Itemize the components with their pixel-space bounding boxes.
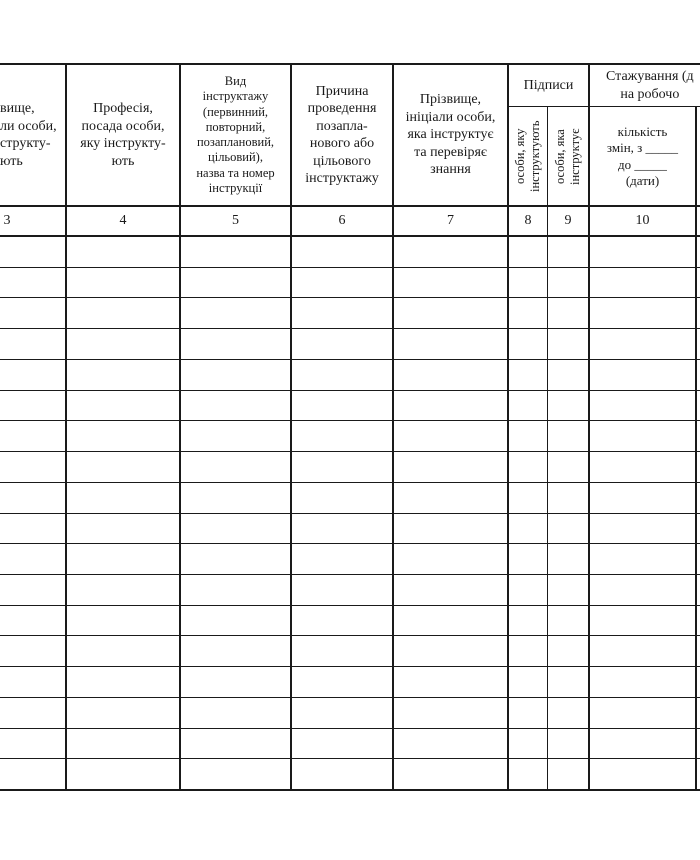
table-row-line	[0, 728, 700, 729]
column-number-3: 3	[3, 213, 11, 229]
header-col10-shifts: кількість змін, з _____ до _____ (дати)	[606, 124, 679, 188]
table-row-line	[0, 267, 700, 268]
table-row-line	[0, 420, 700, 421]
signatures-group-divider	[508, 106, 589, 107]
header-col7-instructor: Прізвище, ініціали особи, яка інструктує та перевіряє знання	[405, 92, 496, 178]
table-row-line	[0, 635, 700, 636]
table-row-line	[0, 758, 700, 759]
number-row-bottom-border	[0, 235, 700, 237]
column-number-5: 5	[232, 213, 239, 229]
table-row-line	[0, 328, 700, 329]
header-internship-group: Стажування (д на робочо	[606, 69, 694, 102]
header-col6-reason: Причина проведення позапла- нового або цільового інструктажу	[305, 83, 379, 186]
column-number-4: 4	[119, 213, 127, 229]
col-divider-11	[695, 106, 697, 790]
table-row-line	[0, 605, 700, 606]
header-col9-instructor-signature: особи, яка інструктує	[553, 128, 582, 185]
table-row-line	[0, 482, 700, 483]
column-number-10: 10	[635, 213, 650, 229]
table-row-line	[0, 789, 700, 791]
table-row-line	[0, 390, 700, 391]
header-col8-trainee-signature: особи, яку інструктують	[513, 120, 542, 193]
column-number-6: 6	[338, 213, 346, 229]
column-number-9: 9	[564, 213, 572, 229]
table-row-line	[0, 543, 700, 544]
internship-group-divider	[589, 106, 700, 107]
table-row-line	[0, 513, 700, 514]
header-signatures-group: Підписи	[523, 77, 574, 93]
table-row-line	[0, 297, 700, 298]
table-row-line	[0, 666, 700, 667]
column-number-7: 7	[447, 213, 454, 229]
table-row-line	[0, 574, 700, 575]
header-col4-position: Професія, посада особи, яку інструкту- ють	[80, 101, 166, 169]
table-row-line	[0, 359, 700, 360]
header-col3-name: вище, ли особи, структу- ють	[0, 101, 57, 169]
table-row-line	[0, 697, 700, 698]
column-number-8: 8	[524, 213, 532, 229]
table-row-line	[0, 451, 700, 452]
header-col5-type: Вид інструктажу (первинний, повторний, позаплановий, цільовий), назва та номер інструкції	[196, 74, 275, 195]
